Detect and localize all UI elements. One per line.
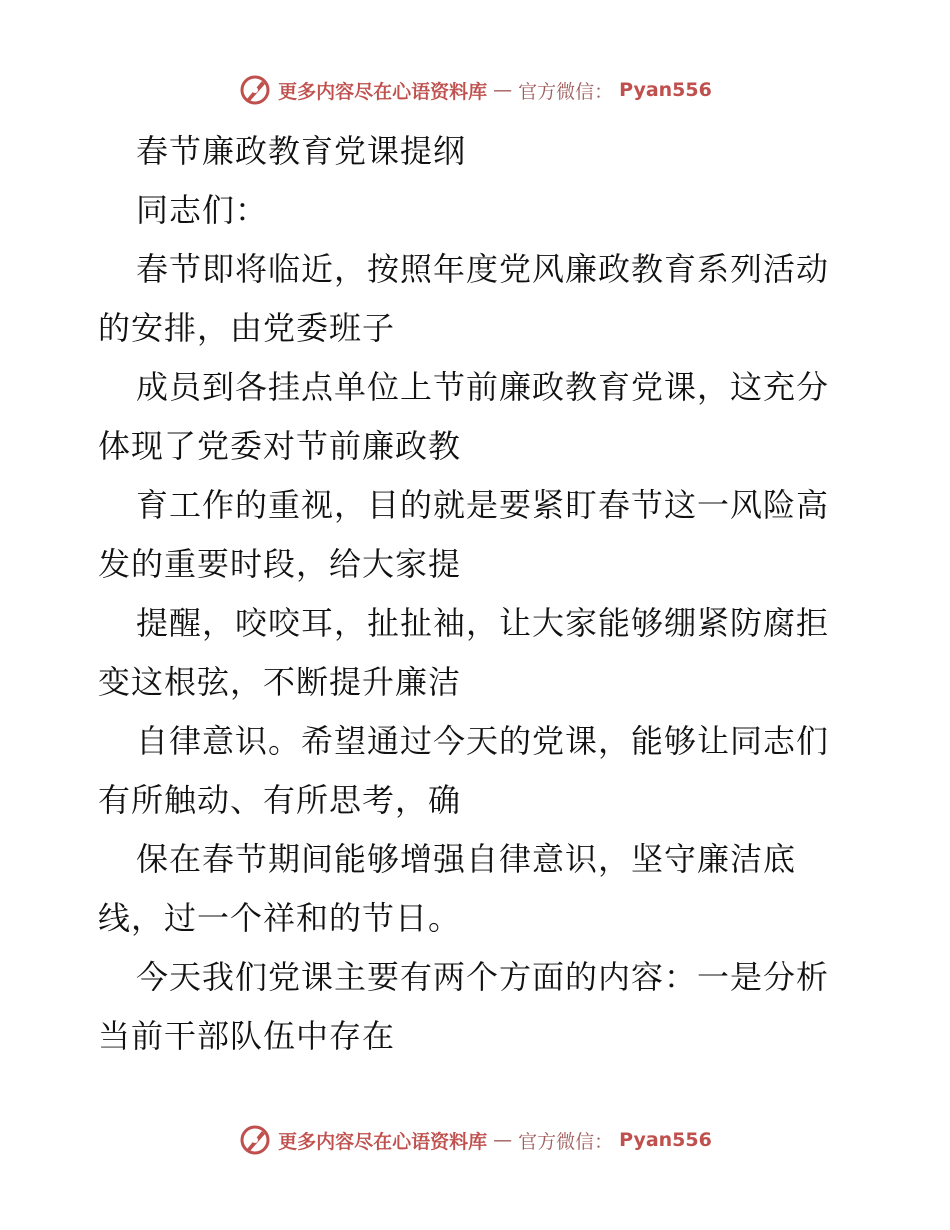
paragraph-line: 自律意识。希望通过今天的党课，能够让同志们 <box>136 722 830 760</box>
document-body <box>98 122 868 1066</box>
paragraph <box>98 240 868 358</box>
paragraph <box>98 594 868 712</box>
paragraph-line: 育工作的重视，目的就是要紧盯春节这一风险高 <box>136 486 830 524</box>
watermark-wechat-label: 官方微信： <box>518 1130 614 1153</box>
watermark-wechat-id: Pyan556 <box>619 79 712 101</box>
footer-watermark <box>0 1120 950 1160</box>
paragraph-line: 今天我们党课主要有两个方面的内容：一是分析 <box>136 958 830 996</box>
quill-seal-icon <box>238 73 272 107</box>
paragraph <box>98 830 868 948</box>
watermark-site-text: 更多内容尽在心语资料库 <box>278 1130 488 1153</box>
watermark-dash: — <box>493 1129 513 1151</box>
paragraph-line: 提醒，咬咬耳，扯扯袖，让大家能够绷紧防腐拒 <box>136 604 830 642</box>
watermark-wechat-label: 官方微信： <box>518 80 614 103</box>
watermark-wechat-id: Pyan556 <box>619 1129 712 1151</box>
document-title: 春节廉政教育党课提纲 <box>136 132 467 170</box>
watermark-site-text: 更多内容尽在心语资料库 <box>278 80 488 103</box>
watermark-dash: — <box>493 79 513 101</box>
paragraph <box>98 712 868 830</box>
paragraph-line: 当前干部队伍中存在 <box>98 1017 396 1055</box>
header-watermark <box>0 70 950 110</box>
paragraph-line: 线，过一个祥和的节日。 <box>98 899 462 937</box>
paragraph <box>98 476 868 594</box>
paragraph-line: 变这根弦，不断提升廉洁 <box>98 663 462 701</box>
paragraph-line: 体现了党委对节前廉政教 <box>98 427 462 465</box>
paragraph-line: 春节即将临近，按照年度党风廉政教育系列活动 <box>136 250 830 288</box>
quill-seal-icon <box>238 1123 272 1157</box>
paragraph-line: 有所触动、有所思考，确 <box>98 781 462 819</box>
paragraph <box>98 358 868 476</box>
paragraph-line: 发的重要时段，给大家提 <box>98 545 462 583</box>
document-greeting: 同志们： <box>136 191 269 229</box>
paragraph-line: 保在春节期间能够增强自律意识，坚守廉洁底 <box>136 840 797 878</box>
paragraph-line: 成员到各挂点单位上节前廉政教育党课，这充分 <box>136 368 830 406</box>
paragraph-line: 的安排，由党委班子 <box>98 309 396 347</box>
paragraph <box>98 948 868 1066</box>
